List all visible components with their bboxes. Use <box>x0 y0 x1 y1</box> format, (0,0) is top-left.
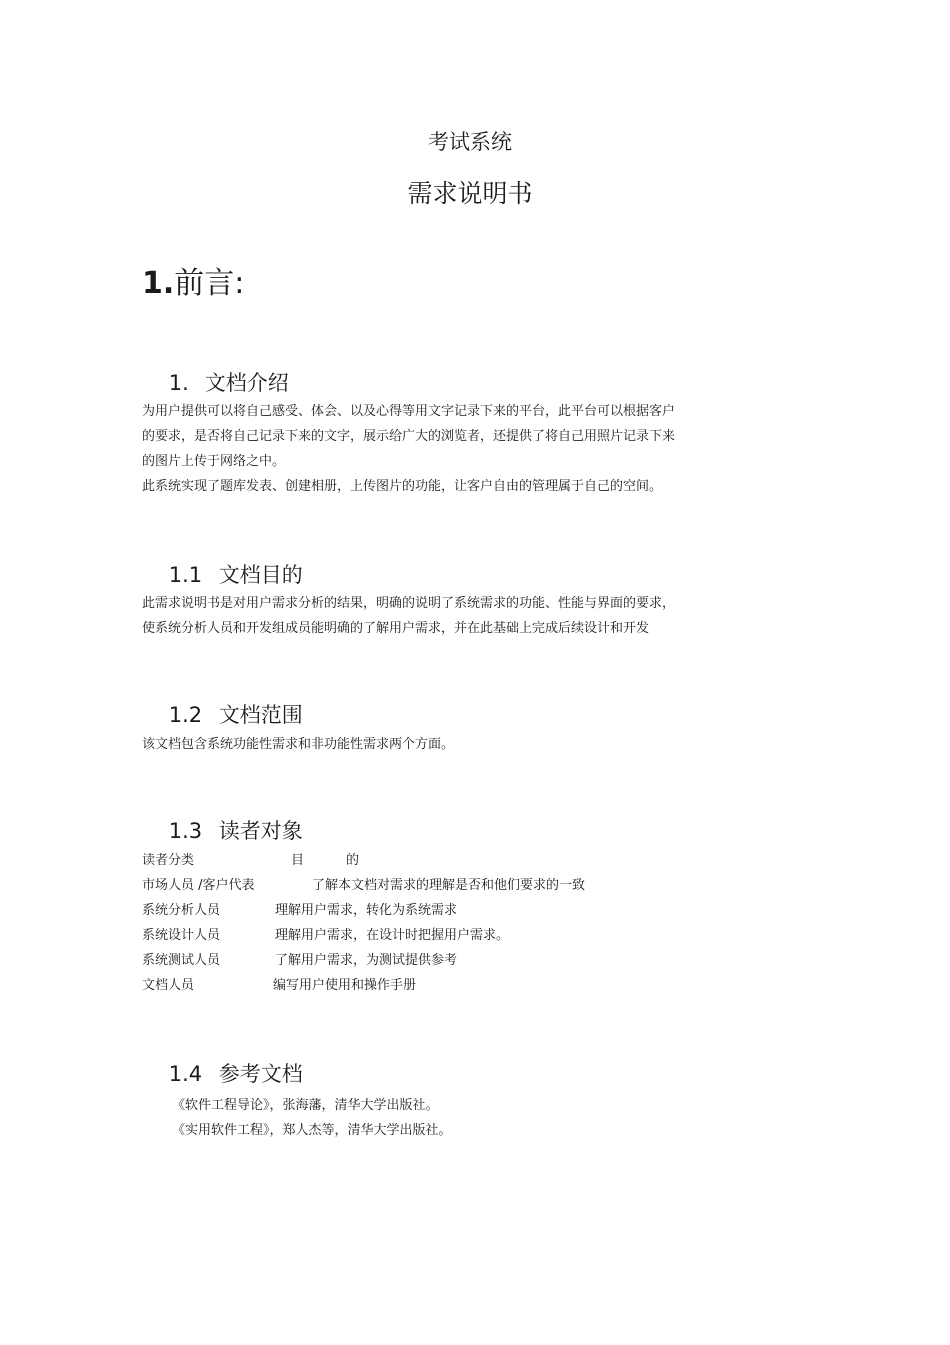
heading-text: 文档范围 <box>218 703 303 727</box>
paragraph-doc-purpose <box>142 591 742 641</box>
section-number: 1. <box>142 266 175 301</box>
paragraph-doc-intro <box>142 399 742 499</box>
reference-list <box>172 1093 452 1143</box>
heading-text: 文档目的 <box>218 563 303 587</box>
reader-purpose: 编写用户使用和操作手册 <box>273 978 417 993</box>
paragraph-line: 该文档包含系统功能性需求和非功能性需求两个方面。 <box>142 737 455 752</box>
header-purpose-part2: 的 <box>346 853 360 868</box>
heading-number: 1.2 <box>168 703 203 727</box>
reference-item: 《软件工程导论》，张海藩，清华大学出版社。 <box>172 1098 439 1113</box>
heading-text: 文档介绍 <box>204 371 289 395</box>
paragraph-line: 此需求说明书是对用户需求分析的结果，明确的说明了系统需求的功能、性能与界面的要求， <box>142 596 676 611</box>
paragraph-line: 的图片上传于网络之中。 <box>142 454 286 469</box>
paragraph-line: 为用户提供可以将自己感受、体会、以及心得等用文字记录下来的平台，此平台可以根据客户 <box>142 404 676 419</box>
header-reader-category: 读者分类 <box>142 853 195 868</box>
reader-category: 系统测试人员 <box>142 953 221 968</box>
reader-category: 系统分析人员 <box>142 903 221 918</box>
paragraph-line: 的要求，是否将自己记录下来的文字，展示给广大的浏览者，还提供了将自己用照片记录下来 <box>142 429 676 444</box>
document-title: 考试系统 <box>428 130 512 154</box>
reader-category: 文档人员 <box>142 978 195 993</box>
heading-number: 1.3 <box>168 819 203 843</box>
section-title: 前言: <box>174 266 245 301</box>
header-purpose-part1: 目 <box>291 853 305 868</box>
heading-number: 1. <box>168 371 189 395</box>
document-subtitle: 需求说明书 <box>407 179 533 208</box>
heading-text: 参考文档 <box>218 1062 303 1086</box>
paragraph-line: 此系统实现了题库发表、创建相册，上传图片的功能，让客户自由的管理属于自己的空间。 <box>142 479 663 494</box>
heading-number: 1.1 <box>168 563 203 587</box>
reader-category: 系统设计人员 <box>142 928 221 943</box>
reader-purpose: 了解用户需求，为测试提供参考 <box>275 953 458 968</box>
reader-purpose: 理解用户需求，在设计时把握用户需求。 <box>275 928 510 943</box>
paragraph-line: 使系统分析人员和开发组成员能明确的了解用户需求，并在此基础上完成后续设计和开发 <box>142 621 650 636</box>
section-heading-preface <box>142 258 244 302</box>
heading-text: 读者对象 <box>218 819 303 843</box>
reader-purpose: 了解本文档对需求的理解是否和他们要求的一致 <box>312 878 586 893</box>
reader-category: 市场人员 /客户代表 <box>142 878 255 893</box>
heading-number: 1.4 <box>168 1062 203 1086</box>
paragraph-doc-scope <box>142 732 742 757</box>
reader-purpose: 理解用户需求，转化为系统需求 <box>275 903 458 918</box>
reference-item: 《实用软件工程》，郑人杰等，清华大学出版社。 <box>172 1123 452 1138</box>
